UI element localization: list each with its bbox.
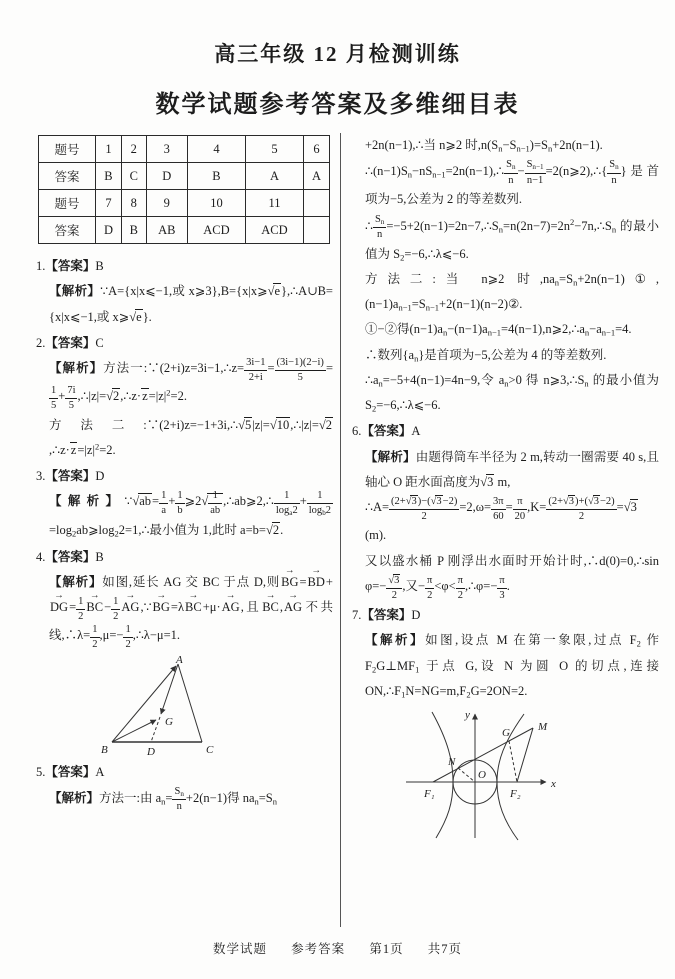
doc-title-line1: 高三年级 12 月检测训练: [214, 42, 461, 66]
content-columns: [36, 133, 659, 927]
table-cell: B: [121, 217, 146, 244]
triangle-label-d: D: [147, 745, 155, 758]
table-cell: ACD: [245, 217, 303, 244]
analysis-q5-cont5: ①−②得$(n-1)a_n-(n-1)a_{n-1}=4(n-1),n⩾2,\therefore a_n-a_{n-1}=4$.: [365, 322, 632, 338]
table-cell: 答案: [39, 163, 96, 190]
doc-title-line2: 数学试题参考答案及多维细目表: [155, 92, 520, 118]
hyperbola-label-y: y: [465, 709, 470, 722]
table-cell: [304, 217, 330, 244]
hyperbola-label-g: G: [502, 727, 510, 740]
table-cell: 答案: [39, 217, 96, 244]
answer-heading-q7: 7.【答案】D: [352, 608, 421, 623]
table-cell: D: [96, 217, 122, 244]
analysis-q6-p1: 【解析】由题得筒车半径为 2 m,转动一圈需要 40 s,且轴心 O 距水面高度为√3 m,: [365, 449, 659, 489]
table-cell: C: [121, 163, 146, 190]
triangle-figure: [94, 656, 269, 758]
page-footer: [0, 939, 675, 957]
table-cell: 题号: [39, 190, 96, 217]
table-row: [39, 217, 330, 244]
analysis-q6-p3: 又以盛水桶 P 刚浮出水面时开始计时,∴d(0)=0,∴sin φ=− $\frac{√3}{2}$ ,又− $\frac{\pi}{2}$ <φ< $\frac{\pi}{2}$ ,∴φ=− $\frac{\pi}{3}$ .: [365, 553, 659, 601]
table-cell: A: [245, 163, 303, 190]
table-cell: 10: [187, 190, 245, 217]
triangle-label-c: C: [206, 743, 214, 756]
triangle-label-b: B: [101, 743, 108, 756]
hyperbola-label-o: O: [478, 769, 486, 782]
hyperbola-label-f2: F₂: [510, 788, 521, 801]
footer-page-total: 共7页: [427, 942, 462, 956]
footer-section: 参考答案: [291, 942, 346, 956]
analysis-q5-cont6: ∴数列$\{a_n\}$是首项为−5,公差为 4 的等差数列.: [365, 347, 607, 364]
answer-table: [38, 135, 330, 244]
title-block: [0, 0, 675, 119]
hyperbola-label-f1: F₁: [424, 788, 435, 801]
footer-doc-name: 数学试题: [213, 942, 268, 956]
left-column: [36, 133, 340, 814]
table-cell: AB: [146, 217, 187, 244]
table-cell: D: [146, 163, 187, 190]
analysis-q1: 【解析】∵A={x|x⩽−1,或 x⩾3},B={x|x⩾√e},∴A∪B={x|x⩽−1,或 x⩾√e}.: [49, 284, 333, 324]
answer-heading-q5: 5.【答案】A: [36, 764, 105, 779]
hyperbola-figure: [396, 706, 636, 844]
triangle-label-a: A: [176, 655, 183, 666]
table-row: [39, 163, 330, 190]
table-cell: [304, 190, 330, 217]
table-cell: A: [304, 163, 330, 190]
right-column: [340, 133, 659, 927]
hyperbola-label-x: x: [551, 778, 556, 791]
table-cell: 11: [245, 190, 303, 217]
hyperbola-label-m: M: [538, 721, 548, 734]
table-cell: 题号: [39, 136, 96, 163]
table-cell: 9: [146, 190, 187, 217]
answer-heading-q6: 6.【答案】A: [352, 424, 421, 439]
analysis-q4: 【解析】如图,延长 AG 交 BC 于点 D,则BG →=BD →+DG →= $\frac{1}{2}$ BC →− $\frac{1}{2}$ AG →,∵BG →=λBC →+μ·AG →,且BC →,AG →不共线,∴λ= $\frac{1}{2}$ ,μ=− $\frac{1}{2}$ ,∴λ−μ=1.: [36, 570, 333, 652]
answer-heading-q1: 1.【答案】B: [36, 259, 104, 273]
table-cell: B: [187, 163, 245, 190]
analysis-q5-cont3: ∴ $\frac{S_n}{n}$ $=-5+2(n-1)=2n-7,\therefore S_n=n(2n-7)=2n^2-7n,\therefore S_n$ 的最小值为 $S_2=-6,\therefore\lambda⩽-6$.: [365, 213, 659, 263]
table-cell: 3: [146, 136, 187, 163]
analysis-q5-method2: 方法二:当 n⩾2 时$,na_n=S_n+2n(n-1)①,(n-1)a_{n-1}=S_{n-1}+2(n-1)(n-2)②$.: [365, 271, 659, 313]
table-cell: B: [96, 163, 122, 190]
triangle-label-g: G: [165, 715, 173, 728]
table-cell: 6: [304, 136, 330, 163]
table-cell: 4: [187, 136, 245, 163]
hyperbola-label-n: N: [448, 756, 456, 769]
table-row: [39, 136, 330, 163]
answer-heading-q2: 2.【答案】C: [36, 335, 104, 350]
table-cell: 1: [96, 136, 122, 163]
table-cell: 2: [121, 136, 146, 163]
analysis-q5: 【解析】方法一:由 $a_n=$ $\frac{S_n}{n}$ +2(n−1)得 $na_n=S_n$: [49, 785, 278, 813]
table-cell: 8: [121, 190, 146, 217]
analysis-q2-method2: 方法二$:\because(2+i)z=-1+3i,\therefore√5|z|=√10,\therefore|z|=√2,\therefore z\cdot z=|z|^2=2$.: [49, 417, 332, 457]
footer-page-number: 第1页: [369, 942, 404, 956]
answer-heading-q4: 4.【答案】B: [36, 549, 104, 564]
table-cell: ACD: [187, 217, 245, 244]
analysis-q5-cont7: $\therefore a_n=-5+4(n-1)=4n-9$,令 $a_n>0$ 得 $n⩾3,\therefore S_n$ 的最小值为 $S_2=-6,\therefore\lambda⩽-6$.: [365, 372, 659, 414]
analysis-q5-cont1: +2n(n−1),∴当 n⩾2 时$,n(S_n-S_{n-1})=S_n+2n(n-1)$.: [365, 138, 603, 154]
analysis-q3: 【解析】∵√ab= $\frac{1}{a}$ + $\frac{1}{b}$ ⩾2√ $\frac{1}{ab}$ ,∴ab⩾2,∴ $\frac{1}{\log_a2}$ + $\frac{1}{\log_b2}$ $=\log_2ab⩾\log_22=1,\therefore$最小值为 1,此时 a=b=√2.: [49, 490, 331, 539]
answer-heading-q3: 3.【答案】D: [36, 469, 105, 484]
table-row: [39, 190, 330, 217]
table-cell: 5: [245, 136, 303, 163]
analysis-q5-cont2: $\therefore(n-1)S_n-nS_{n-1}=2n(n-1),\therefore$ $\frac{S_n}{n}$ − $\frac{S_{n-1}}{n-1}$ =2(n⩾2),∴{ $\frac{S_n}{n}$ }是首项为−5,公差为 2 的等差数列.: [365, 159, 659, 207]
analysis-q6-p2: ∴A= $\frac{(2+√3)-(√3-2)}{2}$ =2,ω= $\frac{3\pi}{60}$ = $\frac{\pi}{20}$ ,K= $\frac{(2+√3)+(√3-2)}{2}$ =√3(m).: [365, 496, 637, 543]
analysis-q2-method1: 【解析】方法一:∵(2+i)z=3i−1,∴z= $\frac{3i-1}{2+i}$ = $\frac{(3i-1)(2-i)}{5}$ = $\frac{1}{5}$ + $\frac{7i}{5}$ $,\therefore|z|=√2,\therefore z\cdot z=|z|^2=2$.: [49, 357, 333, 411]
analysis-q7: 【解析】如图,设点 M 在第一象限,过点 $F_2$ 作 $F_2G\perp MF_1$ 于点 G,设 N 为圆 O 的切点,连接 $ON,\therefore F_1N=NG=m,F_2G=2ON=2$.: [365, 633, 659, 700]
table-cell: 7: [96, 190, 122, 217]
